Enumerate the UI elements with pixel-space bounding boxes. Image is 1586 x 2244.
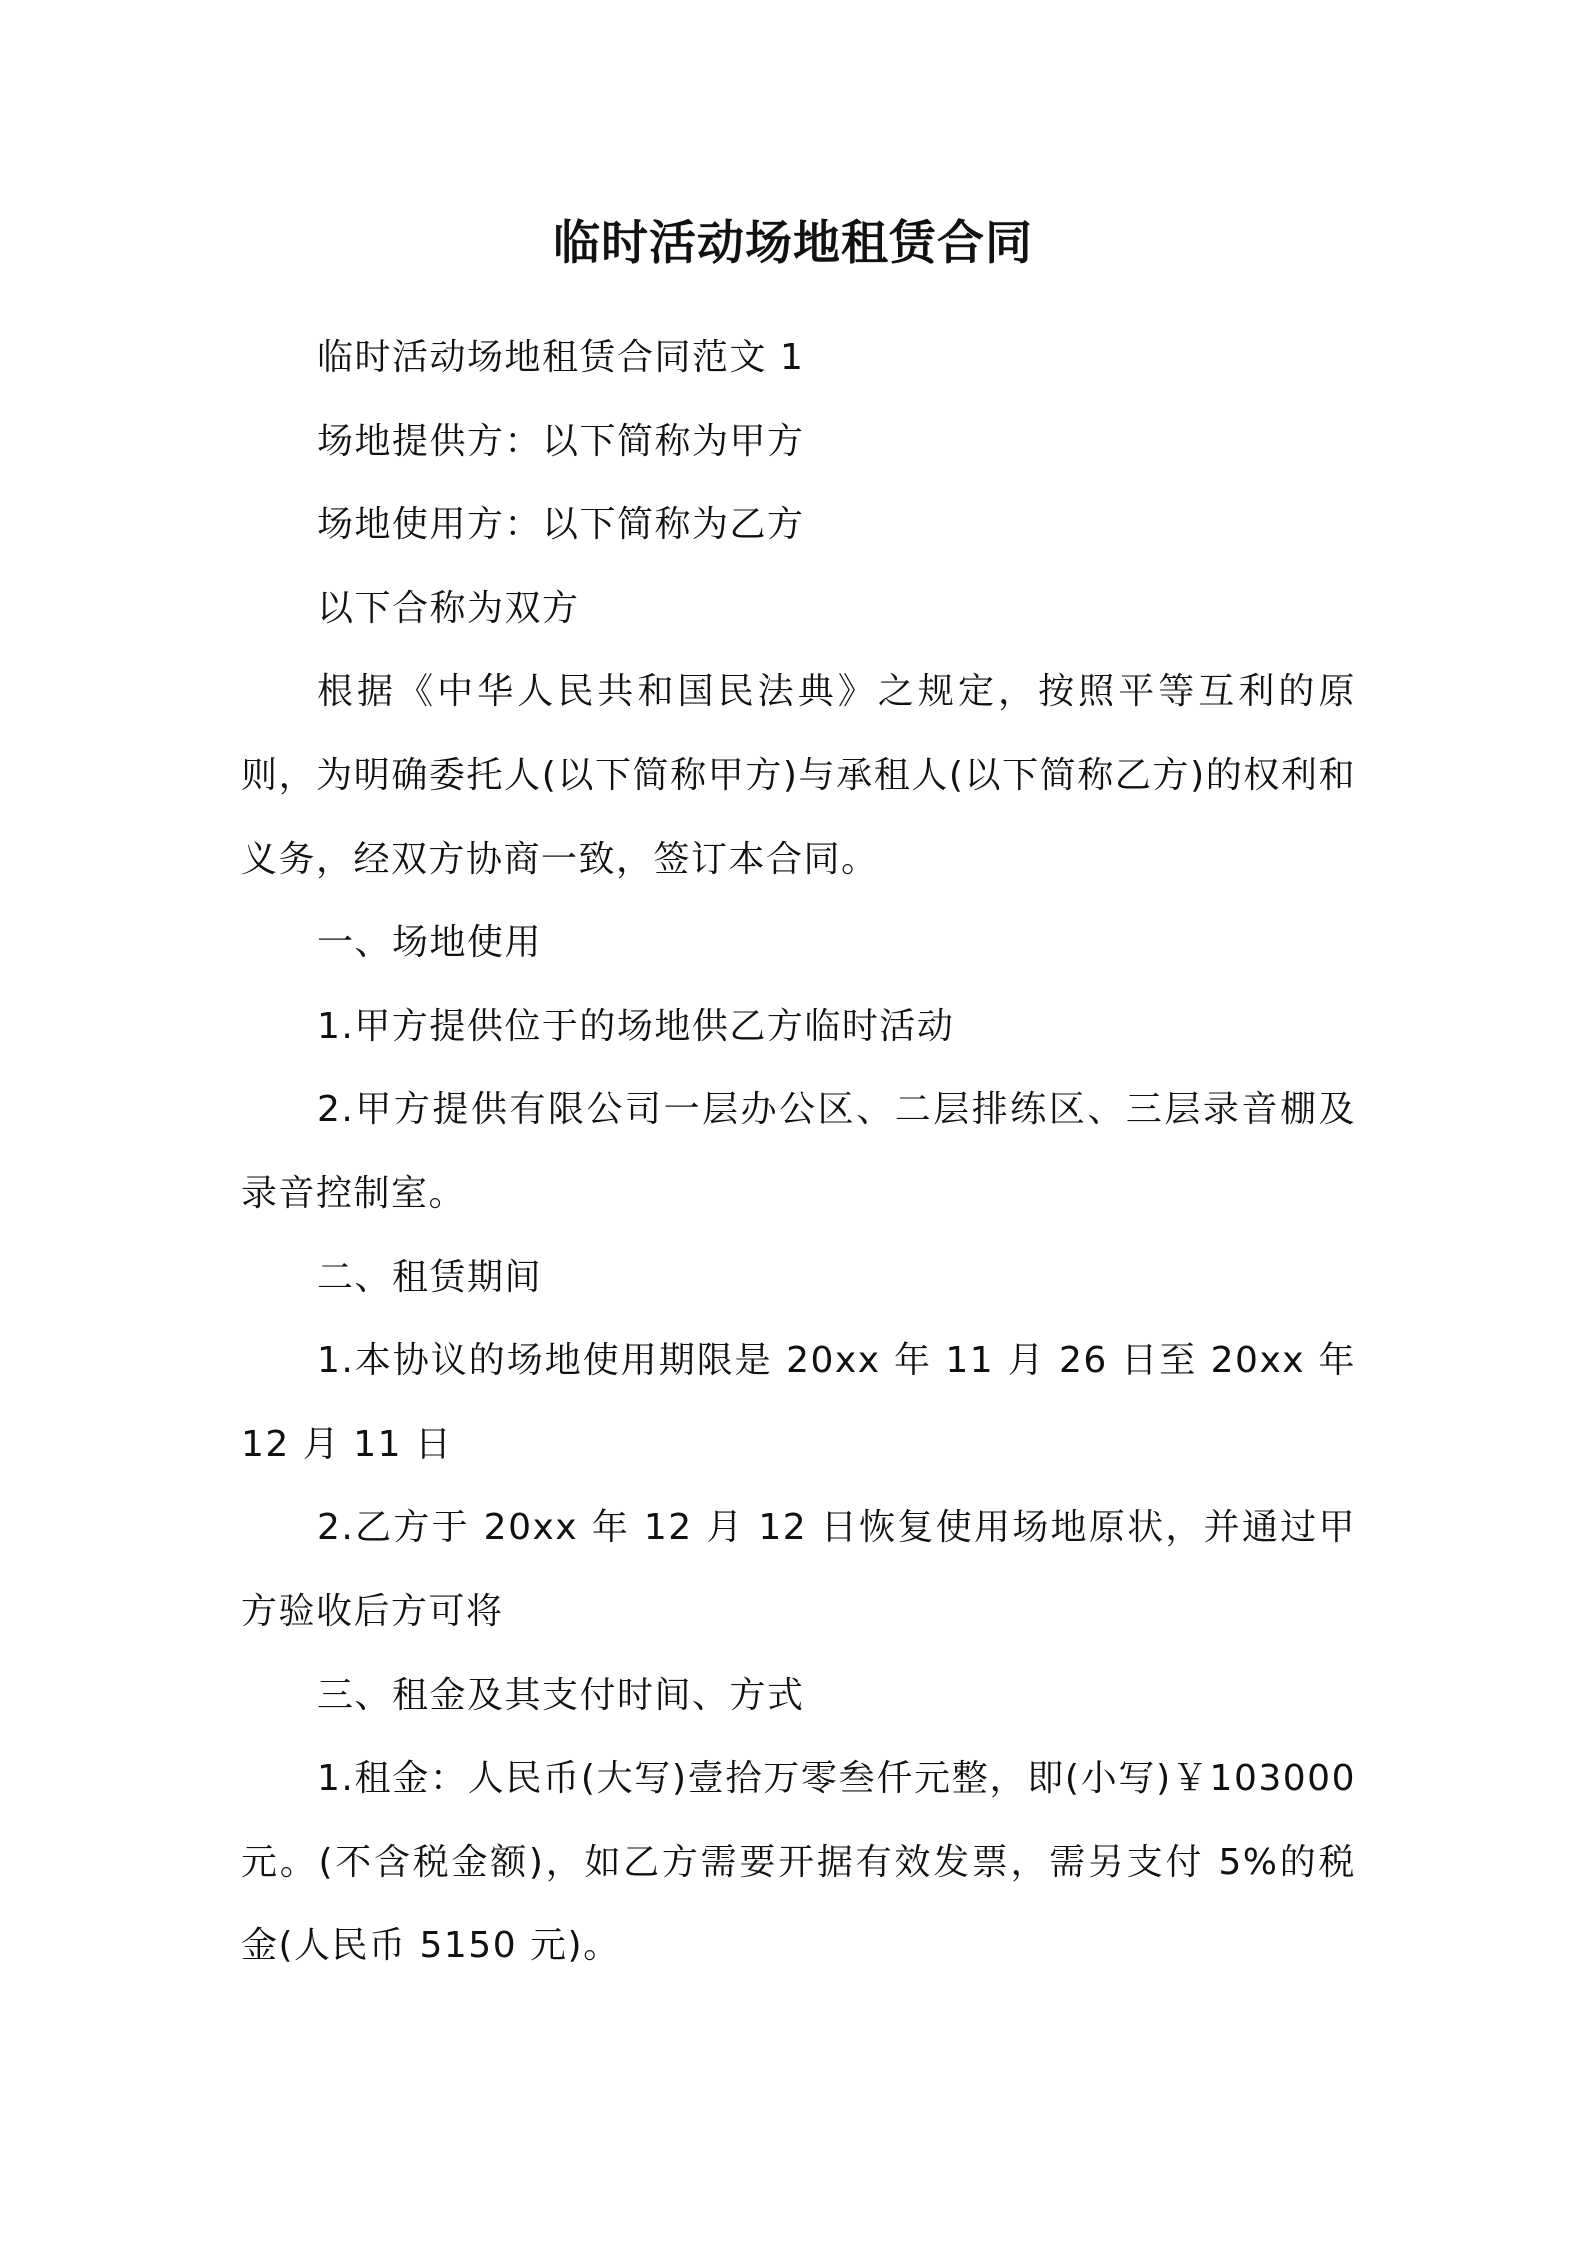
paragraph-party-b: 场地使用方：以下简称为乙方 xyxy=(317,504,805,546)
document-body xyxy=(241,316,1356,1988)
paragraph-both-parties: 以下合称为双方 xyxy=(317,587,580,629)
paragraph-party-a: 场地提供方：以下简称为甲方 xyxy=(317,420,805,462)
section-heading-venue-use: 一、场地使用 xyxy=(317,922,543,964)
paragraph-template-name: 临时活动场地租赁合同范文 1 xyxy=(317,337,805,378)
clause-lease-term: 1.本协议的场地使用期限是 20xx 年 11 月 26 日至 20xx 年 12 月 11 日 xyxy=(241,1340,1356,1465)
clause-venue-areas: 2.甲方提供有限公司一层办公区、二层排练区、三层录音棚及录音控制室。 xyxy=(241,1089,1356,1214)
document-title: 临时活动场地租赁合同 xyxy=(553,216,1033,271)
paragraph-preamble: 根据《中华人民共和国民法典》之规定，按照平等互利的原则，为明确委托人(以下简称甲方)与承租人(以下简称乙方)的权利和义务，经双方协商一致，签订本合同。 xyxy=(241,671,1356,880)
clause-restore-venue: 2.乙方于 20xx 年 12 月 12 日恢复使用场地原状，并通过甲方验收后方可将 xyxy=(241,1507,1356,1632)
section-heading-rent-payment: 三、租金及其支付时间、方式 xyxy=(317,1674,805,1716)
clause-rent-amount: 1.租金：人民币(大写)壹拾万零叁仟元整，即(小写)￥103000 元。(不含税金额)，如乙方需要开据有效发票，需另支付 5%的税金(人民币 5150 元)。 xyxy=(241,1758,1356,1967)
clause-venue-location: 1.甲方提供位于的场地供乙方临时活动 xyxy=(317,1005,955,1047)
section-heading-lease-period: 二、租赁期间 xyxy=(317,1256,543,1298)
